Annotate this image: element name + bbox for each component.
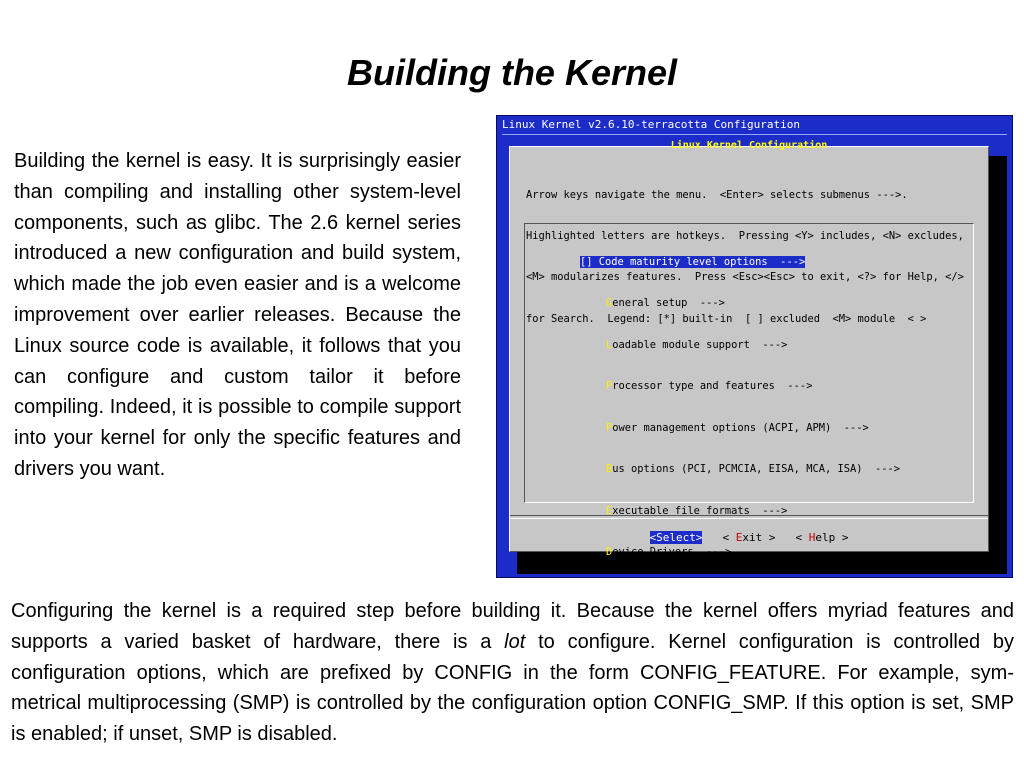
page-title: Building the Kernel bbox=[346, 52, 677, 93]
help-line: for Search. Legend: [*] built-in [ ] excluded <M> module < > bbox=[526, 312, 927, 325]
menu-item-hotkey: B bbox=[606, 463, 613, 476]
dialog-title: Linux Kernel Configuration bbox=[670, 140, 828, 151]
menu-item-label: eneral setup ---> bbox=[612, 297, 725, 310]
help-line: <M> modularizes features. Press <Esc><Esc> to exit, <?> for Help, </> bbox=[526, 271, 964, 284]
button-divider bbox=[510, 515, 988, 519]
menu-item-label: Code maturity level options ---> bbox=[592, 255, 806, 268]
menu-item-selected[interactable] bbox=[580, 256, 900, 270]
menu-item[interactable] bbox=[580, 463, 900, 477]
terminal-window-title: Linux Kernel v2.6.10-terracotta Configuration bbox=[502, 118, 801, 131]
menu-list bbox=[580, 228, 900, 578]
kernel-config-screenshot bbox=[496, 115, 1013, 578]
emphasis-lot: lot bbox=[504, 630, 526, 653]
menu-item[interactable] bbox=[580, 546, 900, 560]
menu-item-hotkey: G bbox=[606, 297, 613, 310]
select-button[interactable]: <Select> bbox=[649, 531, 703, 544]
menu-item-label: rocessor type and features ---> bbox=[612, 380, 813, 393]
menu-item-hotkey: P bbox=[606, 380, 613, 393]
menu-item[interactable] bbox=[580, 422, 900, 436]
menu-item-label: evice Drivers ---> bbox=[612, 546, 732, 559]
menu-item-label: ower management options (ACPI, APM) ---> bbox=[612, 421, 869, 434]
body-paragraph: Configuring the kernel is a required step before building it. Because the kernel offers myriad features and supports a varied basket of hardware, there is a lot to configure. Kernel configuration is controlled by configuration options, which are prefixed by CONFIG in the form CONFIG_FEATURE. For example, sym- metrical multiprocessing (SMP) is controlled by the configuration option CONFIG_SMP. If this option is set, SMP is enabled; if unset, SMP is disabled. bbox=[11, 600, 1014, 746]
menu-item-hotkey: E bbox=[606, 504, 613, 517]
menu-item-label: us options (PCI, PCMCIA, EISA, MCA, ISA) ---> bbox=[612, 463, 901, 476]
button-bar bbox=[510, 531, 988, 544]
menu-item[interactable] bbox=[580, 380, 900, 394]
menu-item[interactable] bbox=[580, 297, 900, 311]
menu-item[interactable] bbox=[580, 339, 900, 353]
menu-item-hotkey: P bbox=[606, 421, 613, 434]
menu-item-prefix: [] bbox=[580, 255, 593, 268]
help-line: Highlighted letters are hotkeys. Pressing <Y> includes, <N> excludes, bbox=[526, 229, 964, 242]
help-line: Arrow keys navigate the menu. <Enter> selects submenus --->. bbox=[526, 188, 908, 201]
title-rule bbox=[502, 134, 1007, 135]
exit-button[interactable]: < Exit > bbox=[722, 531, 776, 544]
menu-item-hotkey: L bbox=[606, 338, 613, 351]
menu-item-hotkey: D bbox=[606, 546, 613, 559]
menu-item-label: oadable module support ---> bbox=[612, 338, 788, 351]
config-dialog bbox=[509, 140, 989, 559]
intro-paragraph: Building the kernel is easy. It is surprisingly easier than compiling and installing other system-level components, such as glibc. The 2.6 kernel series introduced a new configuration and build system, which made the job even easier and is a welcome improvement over earlier releases. Because the Linux source code is available, it follows that you can configure and custom tailor it before compiling. Indeed, it is possible to compile support into your kernel for only the specific features and drivers you want. bbox=[14, 150, 461, 480]
menu-item-label: xecutable file formats ---> bbox=[612, 504, 788, 517]
help-button[interactable]: < Help > bbox=[795, 531, 849, 544]
